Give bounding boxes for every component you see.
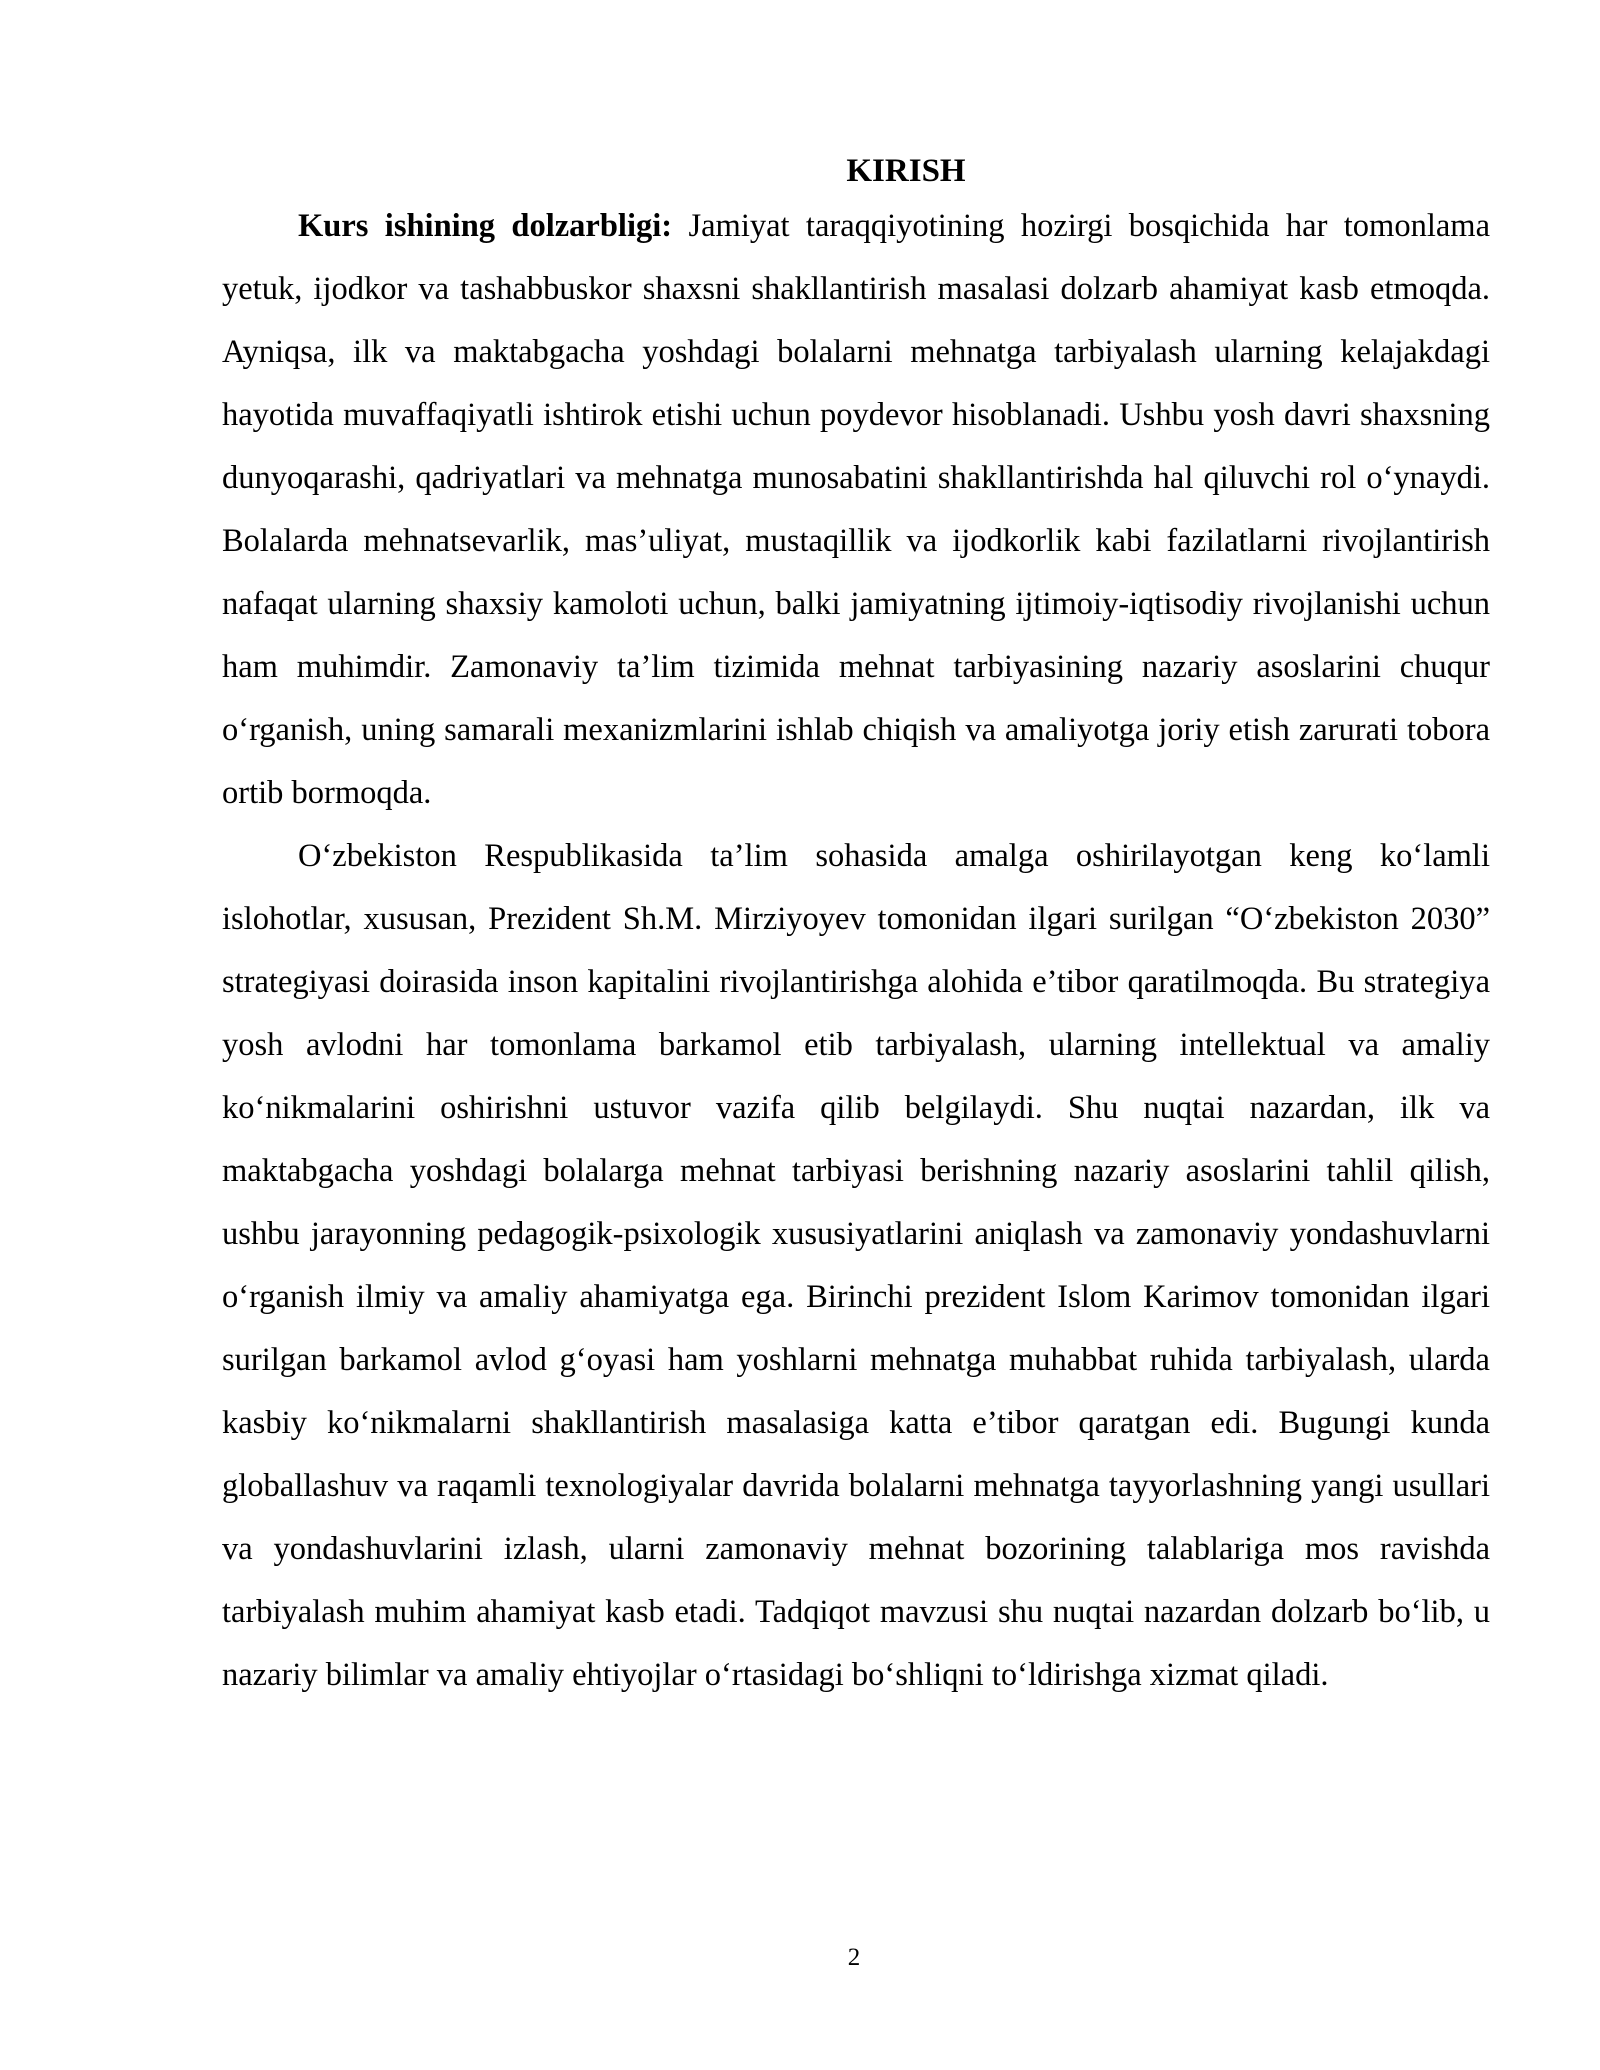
paragraph-reforms: O‘zbekiston Respublikasida ta’lim sohasida amalga oshirilayotgan keng ko‘lamli islohotlar, xususan, Prezident Sh.M. Mirziyoyev tomonidan ilgari surilgan “O‘zbekiston 2030” strategiyasi doirasida inson kapitalini rivojlantirishga alohida e’tibor qaratilmoqda. Bu strategiya yosh avlodni har tomonlama barkamol etib tarbiyalash, ularning intellektual va amaliy ko‘nikmalarini oshirishni ustuvor vazifa qilib belgilaydi. Shu nuqtai nazardan, ilk va maktabgacha yoshdagi bolalarga mehnat tarbiyasi berishning nazariy asoslarini tahlil qilish, ushbu jarayonning pedagogik-psixologik xususiyatlarini aniqlash va zamonaviy yondashuvlarni o‘rganish ilmiy va amaliy ahamiyatga ega. Birinchi prezident Islom Karimov tomonidan ilgari surilgan barkamol avlod g‘oyasi ham yoshlarni mehnatga muhabbat ruhida tarbiyalash, ularda kasbiy ko‘nikmalarni shakllantirish masalasiga katta e’tibor qaratgan edi. Bugungi kunda globallashuv va raqamli texnologiyalar davrida bolalarni mehnatga tayyorlashning yangi usullari va yondashuvlarini izlash, ularni zamonaviy mehnat bozorining talablariga mos ravishda tarbiyalash muhim ahamiyat kasb etadi. Tadqiqot mavzusi shu nuqtai nazardan dolzarb bo‘lib, u nazariy bilimlar va amaliy ehtiyojlar o‘rtasidagi bo‘shliqni to‘ldirishga xizmat qiladi. — [222, 838, 1490, 1693]
paragraph-relevance — [222, 195, 1490, 825]
section-heading: KIRISH — [846, 153, 966, 189]
page-number: 2 — [847, 1944, 861, 1971]
paragraph-lead: Kurs ishining dolzarbligi: — [298, 208, 673, 244]
paragraph-body: Jamiyat taraqqiyotining hozirgi bosqichida har tomonlama yetuk, ijodkor va tashabbuskor shaxsni shakllantirish masalasi dolzarb ahamiyat kasb etmoqda. Ayniqsa, ilk va maktabgacha yoshdagi bolalarni mehnatga tarbiyalash ularning kelajakdagi hayotida muvaffaqiyatli ishtirok etishi uchun poydevor hisoblanadi. Ushbu yosh davri shaxsning dunyoqarashi, qadriyatlari va mehnatga munosabatini shakllantirishda hal qiluvchi rol o‘ynaydi. Bolalarda mehnatsevarlik, mas’uliyat, mustaqillik va ijodkorlik kabi fazilatlarni rivojlantirish nafaqat ularning shaxsiy kamoloti uchun, balki jamiyatning ijtimoiy-iqtisodiy rivojlanishi uchun ham muhimdir. Zamonaviy ta’lim tizimida mehnat tarbiyasining nazariy asoslarini chuqur o‘rganish, uning samarali mexanizmlarini ishlab chiqish va amaliyotga joriy etish zarurati tobora ortib bormoqda. — [222, 208, 1490, 811]
page-content — [222, 147, 1490, 1707]
